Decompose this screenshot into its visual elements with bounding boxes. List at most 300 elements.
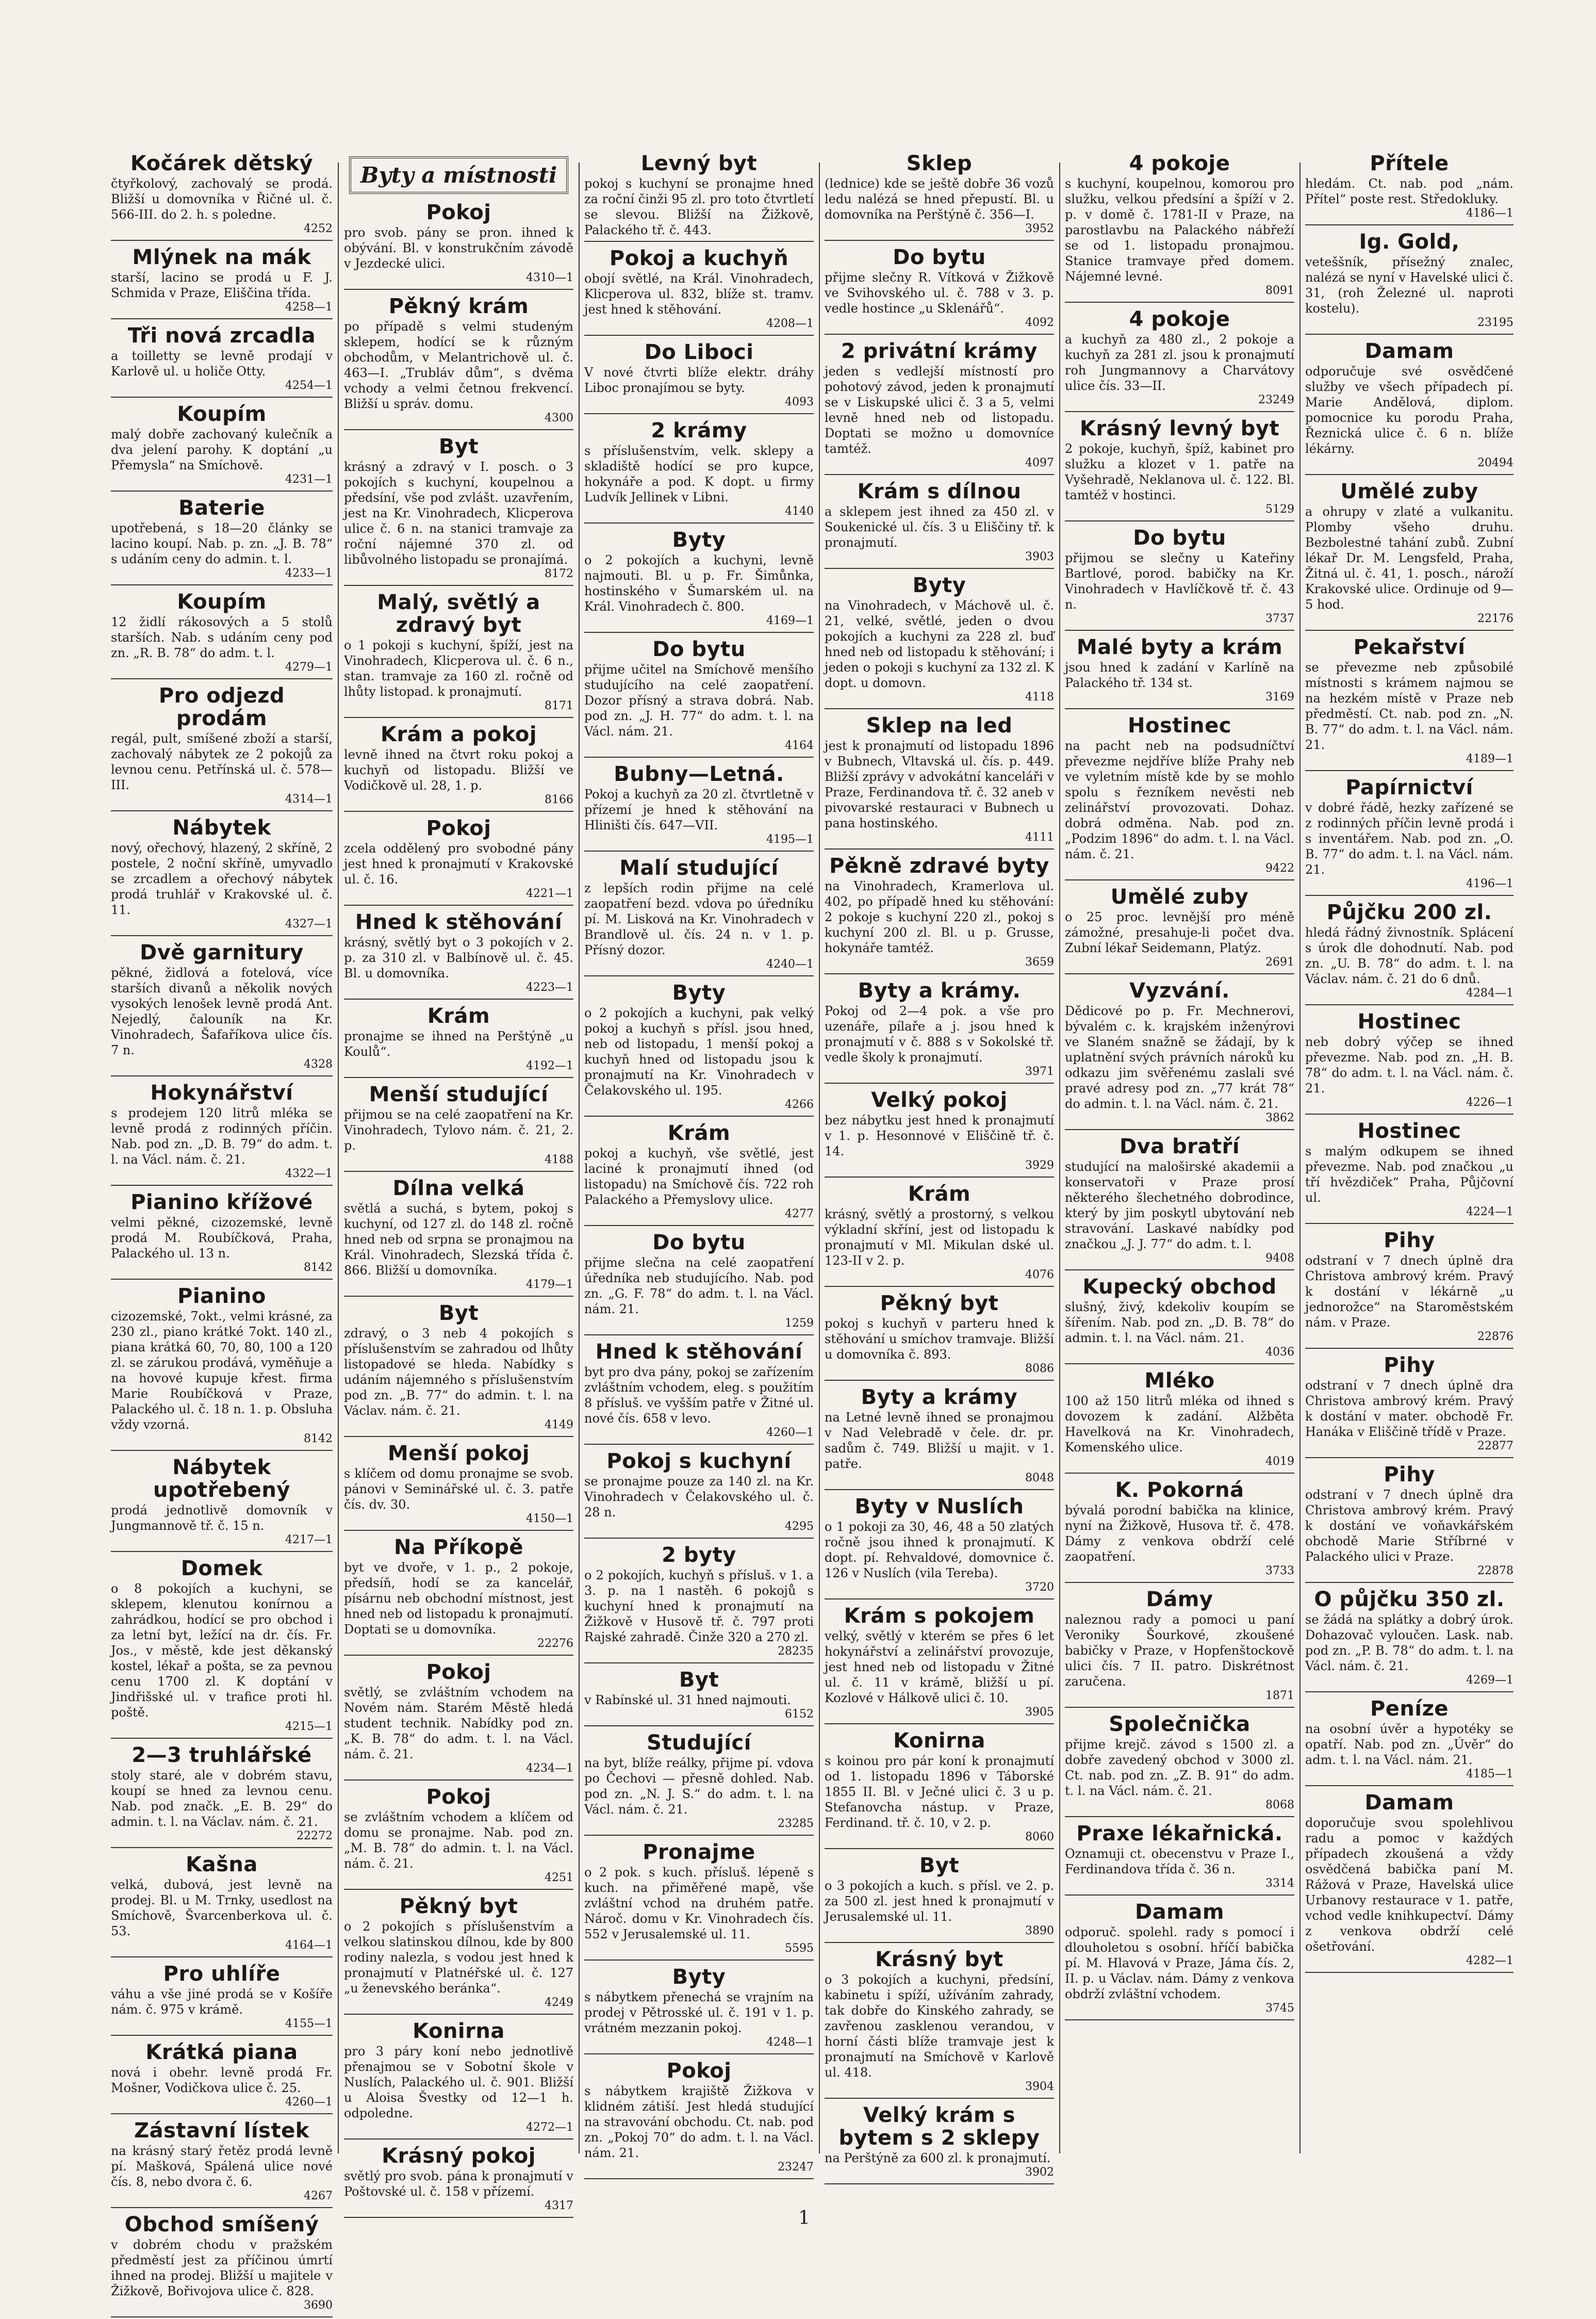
ad-text: přijme krejč. závod s 1500 zl. a dobře zavedený obchod v 3000 zl. Ct. nab. pod zn. „Z. B. 91“ do adm. t. l. na Václ. nám. č. 21.: [1065, 1737, 1294, 1798]
ad-number: 1259: [785, 1317, 814, 1330]
ad-number: 4185—1: [1466, 1768, 1513, 1781]
ad-number: 4164—1: [285, 1939, 333, 1952]
ad-heading: Na Příkopě: [394, 1536, 523, 1559]
ad-number: 4217—1: [285, 1533, 333, 1546]
ad-heading: Sklep: [906, 152, 973, 175]
ad-text: o 3 pokojích a kuch. s přísl. ve 2. p. za 500 zl. jest hned k pronajmutí v Jerusalemské ul. 11.: [825, 1879, 1054, 1924]
ad-text: velká, dubová, jest levně na prodej. Bl. u M. Trnky, usedlost na Smíchově, Švarcenberkova ul. č. 53.: [111, 1877, 333, 1938]
classified-ad: [584, 1732, 814, 1836]
ad-text: jsou hned k zadání v Karlíně na Palackého tř. 134 st.: [1065, 660, 1294, 690]
ad-text: s nábytkem krajiště Žižkova v klidném zátiší. Jest hledá studující na stravování obchodu. Ct. nab. pod zn. „Pokoj 70“ do adm. t. l. na Václ. nám. 21.: [584, 2084, 814, 2160]
ad-number: 3733: [1265, 1564, 1294, 1577]
ad-number: 22276: [537, 1637, 573, 1650]
ad-text: odporuč. spolehl. rady s pomocí i dlouholetou s osobní. hříčí babička pí. M. Hlavová v Praze, Jáma čís. 2, II. p. u Václav. nám. Dámy z venkova obdrží zvláštní vchodem.: [1065, 1925, 1294, 2001]
ad-heading: Hostinec: [1357, 1010, 1461, 1034]
ad-number: 4076: [1025, 1268, 1054, 1281]
classified-ad: [584, 763, 814, 852]
ad-heading: Mléko: [1144, 1369, 1215, 1393]
classified-ad: [825, 1495, 1054, 1599]
classified-ad: [825, 574, 1054, 709]
ad-heading: Damam: [1134, 1900, 1225, 1924]
classified-ad: [584, 1544, 814, 1663]
column-4: [825, 152, 1054, 2179]
ad-number: 4186—1: [1466, 207, 1513, 220]
ad-number: 4093: [785, 396, 814, 409]
ad-number: 8166: [545, 793, 573, 806]
ad-number: 5129: [1265, 503, 1294, 516]
classified-ad: [1065, 1135, 1294, 1270]
ad-text: krásný, světlý byt o 3 pokojích v 2. p. za 310 zl. v Balbínově ul. č. 45. Bl. u domovníka.: [344, 935, 573, 981]
ad-text: s klíčem od domu pronajme se svob. pánovi v Seminářské ul. č. 3. patře čís. dv. 30.: [344, 1466, 573, 1512]
ad-heading: Krátká piana: [145, 2040, 298, 2064]
ad-text: pokoj s kuchyň v parteru hned k stěhování u smíchov tramvaje. Bližší u domovníka č. 893.: [825, 1316, 1054, 1362]
ad-text: o 2 pok. s kuch. přísluš. lépeně s kuch. na přiměřené mapě, vše zvláštní vchod na druhém patře. Nároč. domu v Kr. Vinohradech čís. 552 v Jerusalemské ul. 11.: [584, 1865, 814, 1941]
classified-ad: [825, 1729, 1054, 1849]
ad-text: cizozemské, 7okt., velmi krásné, za 230 zl., piano krátké 7okt. 140 zl., piana krátká 60, 70, 80, 100 a 120 zl. se zárukou prodává, vyměňuje a na hovové kupuje křest. firma Marie Roubíčková v Praze, Palackého ul. č. 18 n. 1. p. Obsluha vždy vzorná.: [111, 1309, 333, 1432]
ad-text: pro svob. pány se pron. ihned k obývání. Bl. v konstrukčním závodě v Jezdecké ulici.: [344, 225, 573, 271]
classified-ad: [111, 1853, 333, 1957]
classified-ad: [1065, 308, 1294, 412]
classified-ad: [584, 1231, 814, 1335]
classified-ad: [584, 1122, 814, 1226]
classified-ad: [584, 1450, 814, 1539]
classified-ad: [1065, 152, 1294, 303]
ad-number: 4279—1: [285, 661, 333, 674]
classified-ad: [1305, 1588, 1513, 1692]
ad-text: o 2 pokojích, kuchyň s přísluš. v 1. a 3. p. na 1 nastěh. 6 pokojů s kuchyní hned k pronajmutí na Žižkově v Husově tř. č. 797 proti Rajské zahradě. Činže 320 a 270 zl.: [584, 1568, 814, 1644]
ad-heading: Bubny—Letná.: [614, 762, 784, 786]
classified-ad: [111, 2213, 333, 2317]
ad-heading: Malí studující: [619, 856, 779, 880]
classified-ad: [111, 324, 333, 398]
ad-text: v Rabínské ul. 31 hned najmouti.: [584, 1693, 791, 1707]
ad-heading: Velký krám s bytem s 2 sklepy: [838, 2103, 1040, 2150]
ad-number: 4215—1: [285, 1720, 333, 1733]
ad-number: 4300: [545, 412, 573, 424]
classified-ad: [584, 247, 814, 336]
ad-text: doporučuje svou spolehlivou radu a pomoc v každých případech zkoušená a vždy osvědčená babička paní M. Rážová v Praze, Havelská ulice Urbanovy restaurace v 1. patře, vchod vedle knihkupectví. Dámy z venkova obdrží celé ošetřování.: [1305, 1816, 1513, 1954]
classified-ad: [111, 403, 333, 492]
ad-number: 4314—1: [285, 793, 333, 806]
ad-heading: Koupím: [177, 402, 267, 426]
ad-number: 3862: [1265, 1112, 1294, 1124]
ad-text: Pokoj a kuchyň za 20 zl. čtvrtletně v přízemí je hned k stěhování na Hliništi čís. 647—VII.: [584, 787, 814, 832]
ad-heading: Vyzvání.: [1129, 979, 1230, 1003]
column-3: [584, 152, 814, 2174]
ad-text: jeden s vedlejší místností pro pohotový závod, jeden k pronajmutí se v Liskupské ulici č. 3 a 5, velmi levně hned neb od listopadu. Doptati se možno u domovníce tamtéž.: [825, 364, 1054, 456]
ad-number: 22877: [1477, 1440, 1513, 1452]
classified-ad: [584, 638, 814, 758]
ad-heading: Byty: [672, 1965, 726, 1989]
ad-number: 3905: [1025, 1706, 1054, 1719]
classified-ad: [1305, 1120, 1513, 1224]
ad-heading: Pokoj: [426, 1660, 491, 1684]
ad-number: 4036: [1265, 1346, 1294, 1359]
ad-heading: Zástavní lístek: [134, 2119, 309, 2143]
classified-ad: [111, 684, 333, 811]
ad-heading: Pokoj: [426, 1785, 491, 1809]
ad-heading: Byty: [672, 528, 726, 552]
classified-ad: [111, 152, 333, 241]
ad-text: a toilletty se levně prodají v Karlově ul. u holiče Otty.: [111, 349, 333, 379]
ad-text: na osobní úvěr a hypotéky se opatří. Nab. pod zn. „Úvěr“ do adm. t. l. na Václ. nám. 21.: [1305, 1722, 1513, 1767]
classified-ad: [584, 1841, 814, 1961]
ad-heading: Baterie: [178, 496, 265, 520]
ad-text: o 25 proc. levnější pro méně zámožné, presahuje-li počet dva. Zubní lékař Seidemann, Platýz.: [1065, 910, 1294, 955]
ad-heading: Malý, světlý a zdravý byt: [377, 591, 540, 637]
ad-heading: Pokoj a kuchyň: [609, 247, 789, 270]
ad-number: 8068: [1265, 1799, 1294, 1811]
ad-text: váhu a vše jiné prodá se v Košíře nám. č. 975 v krámě.: [111, 1987, 333, 2017]
ad-heading: Pianino: [177, 1284, 266, 1308]
classified-ad: [111, 591, 333, 679]
ad-number: 4327—1: [285, 918, 333, 930]
ad-heading: Přítele: [1370, 152, 1449, 175]
ad-number: 4192—1: [526, 1059, 573, 1072]
classified-ad: [584, 341, 814, 414]
classified-ad: [344, 435, 573, 586]
classified-ad: [344, 1661, 573, 1781]
ad-heading: Pianino křížové: [130, 1190, 313, 1214]
column-2: [344, 152, 573, 2212]
classified-ad: [584, 419, 814, 524]
ad-text: velký, světlý v kterém se přes 6 let hokynářství a zelinářství provozuje, jest hned neb od listopadu v Žitné ul. č. 11 v krámě, bližší u pí. Kozlové v Hálkově ulici č. 10.: [825, 1629, 1054, 1705]
ad-text: prodá jednotlivě domovník v Jungmannově tř. č. 15 n.: [111, 1503, 333, 1533]
classified-ad: [1305, 152, 1513, 225]
classified-ad: [344, 2145, 573, 2218]
ad-heading: Krám a pokoj: [380, 723, 537, 746]
classified-ad: [1305, 1463, 1513, 1583]
ad-heading: Krám s dílnou: [857, 480, 1022, 503]
ad-number: 4260—1: [285, 2096, 333, 2109]
classified-ad: [1305, 231, 1513, 335]
ad-text: bývalá porodní babička na klinice, nyní na Žižkově, Husova tř. č. 478. Dámy z venkova obdrží celé zaopatření.: [1065, 1503, 1294, 1564]
ad-heading: Pěkný krám: [388, 295, 529, 318]
ad-heading: Hostinec: [1357, 1119, 1461, 1143]
ad-text: o 8 pokojích a kuchyni, se sklepem, klenutou konírnou a zahrádkou, hodící se pro obchod i za letní byt, ležící na dr. čís. Fr. Jos., v městě, kde jest děkanský kostel, lékař a pošta, se za pevnou cenu 1700 zl. K doptání v Jindřišské ul. v trafice proti hl. poště.: [111, 1581, 333, 1720]
ad-number: 4295: [785, 1520, 814, 1533]
ad-number: 4111: [1025, 831, 1054, 844]
ad-number: 3890: [1025, 1924, 1054, 1937]
ad-number: 8172: [545, 567, 573, 580]
ad-text: krásný, světlý a prostorný, s velkou výkladní skříní, jest od listopadu k pronajmutí v Ml. Mikulan dské ul. 123-II v 2. p.: [825, 1207, 1054, 1268]
classified-ad: [584, 529, 814, 633]
classified-ad: [825, 714, 1054, 850]
ad-text: přijme učitel na Smíchově menšího studujícího na celé zaopatření. Dozor přísný a strava dobrá. Nab. pod zn. „J. H. 77“ do adm. t. l. na Václ. nám. 21.: [584, 662, 814, 739]
ad-number: 4221—1: [526, 887, 573, 900]
classified-ad: [825, 1183, 1054, 1287]
ad-heading: Byty: [672, 981, 726, 1005]
ad-text: o 2 pokojích a kuchyni, pak velký pokoj a kuchyň s přísl. jsou hned, neb od listopadu, 1 menší pokoj a kuchyň hned od listopadu jsou k pronajmutí na Kr. Vinohradech v Čelakovského ul. 195.: [584, 1006, 814, 1098]
ad-number: 22272: [297, 1830, 333, 1842]
classified-ad: [825, 979, 1054, 1084]
classified-ad: [344, 201, 573, 290]
ad-text: naleznou rady a pomoci u paní Veroniky Šourkové, zkoušené babičky v Praze, v Hopfenštockově ulici čís. 7 II. patro. Diskrétnost zaručena.: [1065, 1612, 1294, 1689]
ad-number: 3690: [304, 2299, 333, 2312]
classified-ad: [1305, 480, 1513, 631]
ad-heading: K. Pokorná: [1115, 1478, 1244, 1502]
classified-ad: [584, 1669, 814, 1726]
classified-ad: [1305, 340, 1513, 475]
ad-heading: Studující: [647, 1731, 751, 1755]
classified-ad: [1305, 636, 1513, 771]
ad-number: 4196—1: [1466, 877, 1513, 890]
classified-ad: [584, 152, 814, 242]
classified-ad: [111, 246, 333, 319]
classified-ad: [111, 941, 333, 1076]
classified-ad: [1305, 1697, 1513, 1786]
classified-ad: [344, 1895, 573, 2015]
classified-ad: [344, 591, 573, 718]
classified-ad: [1065, 636, 1294, 709]
ad-heading: Dva bratří: [1119, 1135, 1240, 1158]
ad-text: o 2 pokojích a kuchyni, levně najmouti. Bl. u p. Fr. Šimůnka, hostinského v Šumarském ul. na Král. Vinohradech č. 800.: [584, 553, 814, 614]
ad-text: o 1 pokoji za 30, 46, 48 a 50 zlatých ročně jsou ihned k pronajmutí. K dopt. pí. Rehvaldové, domovnice č. 126 v Nuslích (vila Tereba).: [825, 1520, 1054, 1580]
ad-heading: Pokoj: [666, 2059, 732, 2083]
ad-number: 4310—1: [526, 271, 573, 284]
ad-heading: Hned k stěhování: [595, 1340, 803, 1364]
ad-text: a sklepem jest ihned za 450 zl. v Soukenické ul. čís. 3 u Eliščiny tř. k pronajmutí.: [825, 504, 1054, 550]
classified-ad: [111, 2041, 333, 2114]
ad-heading: Pronajme: [643, 1840, 755, 1864]
ad-text: hledá řádný živnostník. Splácení s úrok dle dohodnutí. Nab. pod zn. „U. B. 78“ do adm. t. l. na Václav. nám. č. 21 do 6 dnů.: [1305, 925, 1513, 986]
ad-number: 4223—1: [526, 981, 573, 994]
classified-ad: [1305, 901, 1513, 1005]
ad-number: 6152: [785, 1708, 814, 1721]
ad-number: 22176: [1477, 612, 1513, 625]
classified-ad: [825, 1292, 1054, 1381]
ad-text: světlá a suchá, s bytem, pokoj s kuchyní, od 127 zl. do 148 zl. ročně hned neb od srpna se pronajmou na Král. Vinohradech, Slezská třída č. 866. Bližší u domovníka.: [344, 1201, 573, 1278]
ad-number: 23285: [778, 1817, 814, 1830]
ad-number: 4249: [545, 1996, 573, 2009]
ad-text: krásný a zdravý v I. posch. o 3 pokojích s kuchyní, koupelnou a předsíní, vše pod zvlášt. uzavřením, jest na Kr. Vinohradech, Klicperova ulice č. 6 n. na stanici tramvaje za roční nájemné 370 zl. od libůvolného listopadu se pronajímá.: [344, 460, 573, 567]
ad-number: 4240—1: [766, 958, 814, 971]
classified-ad: [825, 246, 1054, 335]
ad-heading: Levný byt: [640, 152, 758, 175]
classified-ad: [111, 1191, 333, 1280]
ad-number: 8171: [545, 699, 573, 712]
ad-text: obojí světlé, na Král. Vinohradech, Klicperova ul. 832, blíže st. tramv. jest hned k stěhování.: [584, 271, 814, 317]
ad-heading: Kašna: [186, 1853, 258, 1876]
ad-heading: Sklep na led: [866, 714, 1013, 738]
ad-heading: Domek: [180, 1557, 263, 1580]
classified-ad: [344, 1536, 573, 1656]
ad-text: se převezme neb způsobilé místnosti s krámem najmou se na hezkém místě v Praze neb předměstí. Ct. nab. pod zn. „N. B. 77“ do adm. t. l. na Václ. nám. 21.: [1305, 660, 1513, 752]
classified-ad: [1065, 1901, 1294, 2020]
ad-heading: Hokynářství: [150, 1081, 293, 1105]
ad-text: (lednice) kde se ještě dobře 36 vozů ledu nalézá se hned přepustí. Bl. u domovníka na Perštýně č. 356—I.: [825, 176, 1054, 222]
ad-heading: Krásný pokoj: [382, 2144, 536, 2168]
ad-heading: Malé byty a krám: [1076, 635, 1283, 659]
ad-heading: O půjčku 350 zl.: [1314, 1588, 1505, 1611]
classified-ad: [825, 1386, 1054, 1490]
classified-ad: [344, 1177, 573, 1297]
classified-ad: [584, 1341, 814, 1445]
classified-ad: [1305, 776, 1513, 896]
ad-number: 4150—1: [526, 1512, 573, 1525]
ad-number: 4097: [1025, 456, 1054, 469]
ad-text: byt ve dvoře, v 1. p., 2 pokoje, předsíň, hodí se za kancelář, písárnu neb obchodní místnost, jest hned neb od listopadu k pronajmutí. Doptati se u domovníka.: [344, 1560, 573, 1637]
ad-heading: Krám s pokojem: [844, 1604, 1035, 1628]
ad-heading: Krásný levný byt: [1079, 417, 1280, 440]
ad-heading: Do bytu: [893, 246, 986, 269]
ad-number: 4169—1: [766, 614, 814, 627]
ad-heading: Do bytu: [1133, 526, 1226, 550]
ad-text: a kuchyň za 480 zl., 2 pokoje a kuchyň za 281 zl. jsou k pronajmutí roh Jungmannovy a Charvátovy ulice čís. 33—II.: [1065, 332, 1294, 393]
ad-number: 8142: [304, 1432, 333, 1445]
ad-heading: Damam: [1364, 1791, 1454, 1815]
classified-ad: [1305, 1791, 1513, 1973]
classified-ad: [1305, 1229, 1513, 1349]
ad-text: s koinou pro pár koní k pronajmutí od 1. listopadu 1896 v Táborské 1855 II. Bl. v Ječné ulici č. 3 u p. Stefanovcha nástup. v Praze, Ferdinand. tř. č. 10, v 2. p.: [825, 1754, 1054, 1830]
ad-heading: Pekařství: [1353, 635, 1466, 659]
classified-ad: [1305, 1010, 1513, 1115]
ad-heading: Kočárek dětský: [130, 152, 314, 175]
ad-number: 4317: [545, 2199, 573, 2212]
ad-text: 12 židlí rákosových a 5 stolů starších. Nab. s udáním ceny pod zn. „R. B. 78“ do adm. t. l.: [111, 615, 333, 660]
ad-heading: Byty a krámy.: [858, 979, 1021, 1003]
classified-ad: [344, 1083, 573, 1172]
ad-number: 8086: [1025, 1362, 1054, 1375]
ad-text: Pokoj od 2—4 pok. a vše pro uzenáře, pílaře a j. jsou hned k pronajmutí v č. 888 s v Sokolské tř. vedle školy k pronajmutí.: [825, 1004, 1054, 1065]
classified-ad: [584, 2060, 814, 2179]
ad-heading: Do Liboci: [644, 340, 754, 364]
classified-ad: [344, 2020, 573, 2140]
classified-ad: [344, 1786, 573, 1890]
ad-text: pokoj s kuchyní se pronajme hned za roční činži 95 zl. pro toto čtvrtletí se slevou. Bližší na Žižkově, Palackého tř. č. 443.: [584, 176, 814, 237]
ad-heading: Tři nová zrcadla: [127, 324, 316, 348]
ad-heading: Pihy: [1384, 1353, 1435, 1377]
ad-heading: Praxe lékařnická.: [1076, 1822, 1283, 1846]
classified-ad: [344, 1005, 573, 1078]
ad-heading: 2 krámy: [651, 419, 747, 443]
ad-heading: Dvě garnitury: [140, 941, 304, 965]
ad-text: byt pro dva pány, pokoj se zařízením zvláštním vchodem, eleg. s použitím 8 přísluš. ve vyšším patře v Žitné ul. nové čís. 658 v levo.: [584, 1365, 814, 1426]
ad-text: nový, ořechový, hlazený, 2 skříně, 2 postele, 2 noční skříně, umyvadlo se zrcadlem a ořechový nábytek prodá truhlář v Krakovské ul. č. 11.: [111, 841, 333, 917]
classified-ad: [825, 1948, 1054, 2099]
ad-text: čtyřkolový, zachovalý se prodá. Bližší u domovníka v Řičné ul. č. 566-III. do 2. h. s poledne.: [111, 176, 333, 222]
ad-text: na byt, blíže reálky, přijme pí. vdova po Čechovi — přesně dohled. Nab. pod zn. „N. J. S.“ do adm. t. l. na Václ. nám. č. 21.: [584, 1756, 814, 1817]
classified-ad: [584, 1966, 814, 2054]
ad-text: jest k pronajmutí od listopadu 1896 v Bubnech, Vltavská ul. čís. p. 449. Bližší zprávy v advokátní kanceláři v Praze, Ferdinandova tř. č. 32 aneb v pivovarské restauraci v Bubnech u pana hostinského.: [825, 739, 1054, 830]
ad-heading: Mlýnek na mák: [132, 246, 311, 269]
ad-text: levně ihned na čtvrt roku pokoj a kuchyň od listopadu. Bližší ve Vodičkově ul. 28, 1. p.: [344, 747, 573, 793]
column-5: [1065, 152, 1294, 2159]
ad-number: 4248—1: [766, 2036, 814, 2049]
classified-ad: [111, 2119, 333, 2208]
ad-heading: Umělé zuby: [1340, 480, 1478, 503]
ad-text: V nové čtvrti blíže elektr. dráhy Liboc pronajímou se byty.: [584, 365, 814, 395]
ad-heading: Byt: [438, 435, 479, 459]
ad-number: 3952: [1025, 222, 1054, 235]
ad-text: se žádá na splátky a dobrý úrok. Dohazovač vyloučen. Lask. nab. pod zn. „P. B. 78“ do adm. t. l. na Václ. nám. č. 21.: [1305, 1612, 1513, 1673]
classified-ad: [825, 855, 1054, 974]
ad-heading: Půjčku 200 zl.: [1326, 901, 1492, 924]
ad-text: stoly staré, ale v dobrém stavu, koupí se hned za levnou cenu. Nab. pod značk. „E. B. 29“ do admin. t. l. na Václav. nám. č. 21.: [111, 1768, 333, 1829]
ad-heading: Nábytek: [172, 816, 271, 840]
ad-text: zcela oddělený pro svobodné pány jest hned k pronajmutí v Krakovské ul. č. 16.: [344, 841, 573, 887]
ad-heading: Do bytu: [652, 1231, 746, 1254]
ad-heading: Pro odjezd prodám: [158, 684, 285, 730]
classified-ad: [111, 1285, 333, 1451]
ad-text: přijmou se slečny u Kateřiny Bartlové, porod. babičky na Kr. Vinohradech v Havlíčkově tř. č. 43 n.: [1065, 551, 1294, 612]
ad-number: 4118: [1025, 691, 1054, 704]
ad-heading: Pihy: [1384, 1229, 1435, 1252]
classified-ad: [1065, 1822, 1294, 1896]
classified-ad: [825, 480, 1054, 569]
ad-number: 4272—1: [526, 2121, 573, 2134]
ad-text: na Vinohradech, Kramerlova ul. 402, po případě hned ku stěhování: 2 pokoje s kuchyní 220 zl., pokoj s kuchyní 200 zl. Bl. u p. Grusse, hokynáře tamtéž.: [825, 879, 1054, 955]
ad-number: 4282—1: [1466, 1954, 1513, 1967]
ad-heading: 2 byty: [662, 1543, 736, 1567]
column-6: [1305, 152, 1513, 2159]
ad-heading: Hned k stěhování: [355, 910, 563, 934]
ad-heading: Pěkný byt: [880, 1292, 999, 1315]
ad-number: 3904: [1025, 2080, 1054, 2093]
ad-number: 4140: [785, 505, 814, 518]
ad-text: 100 až 150 litrů mléka od ihned s dovozem k zadání. Alžběta Havelková na Kr. Vinohradech, Komenského ulice.: [1065, 1394, 1294, 1455]
classified-ad: [344, 817, 573, 906]
ad-heading: Koupím: [177, 590, 267, 614]
ad-text: na krásný starý řetěz prodá levně pí. Mašková, Spálená ulice nové čís. 8, nebo dvora č. 6.: [111, 2144, 333, 2189]
ad-text: hledám. Ct. nab. pod „nám. Přítel“ poste rest. Středokluky.: [1305, 176, 1513, 206]
ad-text: nová i obehr. levně prodá Fr. Mošner, Vodičkova ulice č. 25.: [111, 2065, 333, 2095]
ad-text: starší, lacino se prodá u F. J. Schmida v Praze, Eliščina třída.: [111, 270, 333, 300]
ad-heading: Papírnictví: [1345, 776, 1473, 799]
column-rule: [1299, 162, 1301, 2153]
classified-ad: [1065, 1369, 1294, 1474]
ad-number: 22878: [1477, 1564, 1513, 1577]
ad-number: 4269—1: [1466, 1674, 1513, 1687]
ad-heading: Damam: [1364, 339, 1454, 363]
ad-text: s příslušenstvím, velk. sklepy a skladiště hodící se pro kupce, hokynáře a pod. K dopt. u firmy Ludvík Jellinek v Libni.: [584, 444, 814, 504]
column-rule: [579, 162, 580, 2153]
ad-number: 3902: [1025, 2166, 1054, 2179]
ad-number: 4252: [304, 222, 333, 235]
section-heading: Byty a místnosti: [349, 156, 568, 194]
column-rule: [1059, 162, 1060, 2153]
ad-number: 2691: [1265, 956, 1294, 969]
ad-text: pěkné, židlová a fotelová, více starších divanů a několik nových vysokých lenošek levně prodá Ant. Nejedlý, čalouník na Kr. Vinohradech, Šafaříkova ulice čís. 7 n.: [111, 966, 333, 1057]
ad-text: o 1 pokoji s kuchyní, špíží, jest na Vinohradech, Klicperova ul. č. 6 n., stan. tramvaje za 160 zl. ročně od lhůty listopad. k pronajmutí.: [344, 638, 573, 699]
classified-ad: [825, 1854, 1054, 1943]
ad-heading: Pokoj: [426, 201, 491, 224]
ad-heading: Konirna: [893, 1729, 985, 1753]
ad-number: 4254—1: [285, 379, 333, 392]
ad-number: 4284—1: [1466, 987, 1513, 1000]
ad-text: odstraní v 7 dnech úplně dra Christova ambrový krém. Pravý k dostání v lékárně „u jednorožce“ na Staroměstském nám. v Praze.: [1305, 1253, 1513, 1330]
ad-heading: Pěkně zdravé byty: [829, 854, 1049, 878]
ad-heading: Ig. Gold,: [1359, 230, 1460, 254]
ad-text: na pacht neb na podsudníčtví převezme nejdříve blíže Prahy neb ve vyletním místě kde by se mohlo spolu s řezníkem nevěsti neb zelinářství provozovati. Dohaz. dobrá odměna. Nab. pod zn. „Podzim 1896“ do adm. t. l. na Václ. nám. č. 21.: [1065, 739, 1294, 861]
ad-heading: Dámy: [1146, 1588, 1213, 1611]
column-1: [111, 152, 333, 2312]
ad-text: po případě s velmi studeným sklepem, hodící se k různým obchodům, v Melantrichově ul. č. 463—I. „Trubláv dům“, s dvěma vchody a velmi četnou frekvencí. Bližší u správ. domu.: [344, 319, 573, 411]
classified-ad: [111, 1082, 333, 1186]
ad-text: se pronajme pouze za 140 zl. na Kr. Vinohradech v Čelakovského ul. č. 28 n.: [584, 1474, 814, 1520]
ad-number: 1871: [1265, 1689, 1294, 1702]
ad-number: 4208—1: [766, 317, 814, 330]
ad-number: 3314: [1265, 1877, 1294, 1890]
ad-heading: Byt: [438, 1301, 479, 1325]
ad-number: 28235: [778, 1645, 814, 1658]
classified-ad: [111, 1456, 333, 1552]
ad-heading: Umělé zuby: [1110, 885, 1249, 909]
ad-text: malý dobře zachovaný kulečník a dva jelení parohy. K doptání „u Přemysla“ na Smíchově.: [111, 427, 333, 472]
ad-heading: Do bytu: [652, 638, 746, 661]
ad-number: 4328: [304, 1058, 333, 1071]
ad-number: 4322—1: [285, 1167, 333, 1180]
